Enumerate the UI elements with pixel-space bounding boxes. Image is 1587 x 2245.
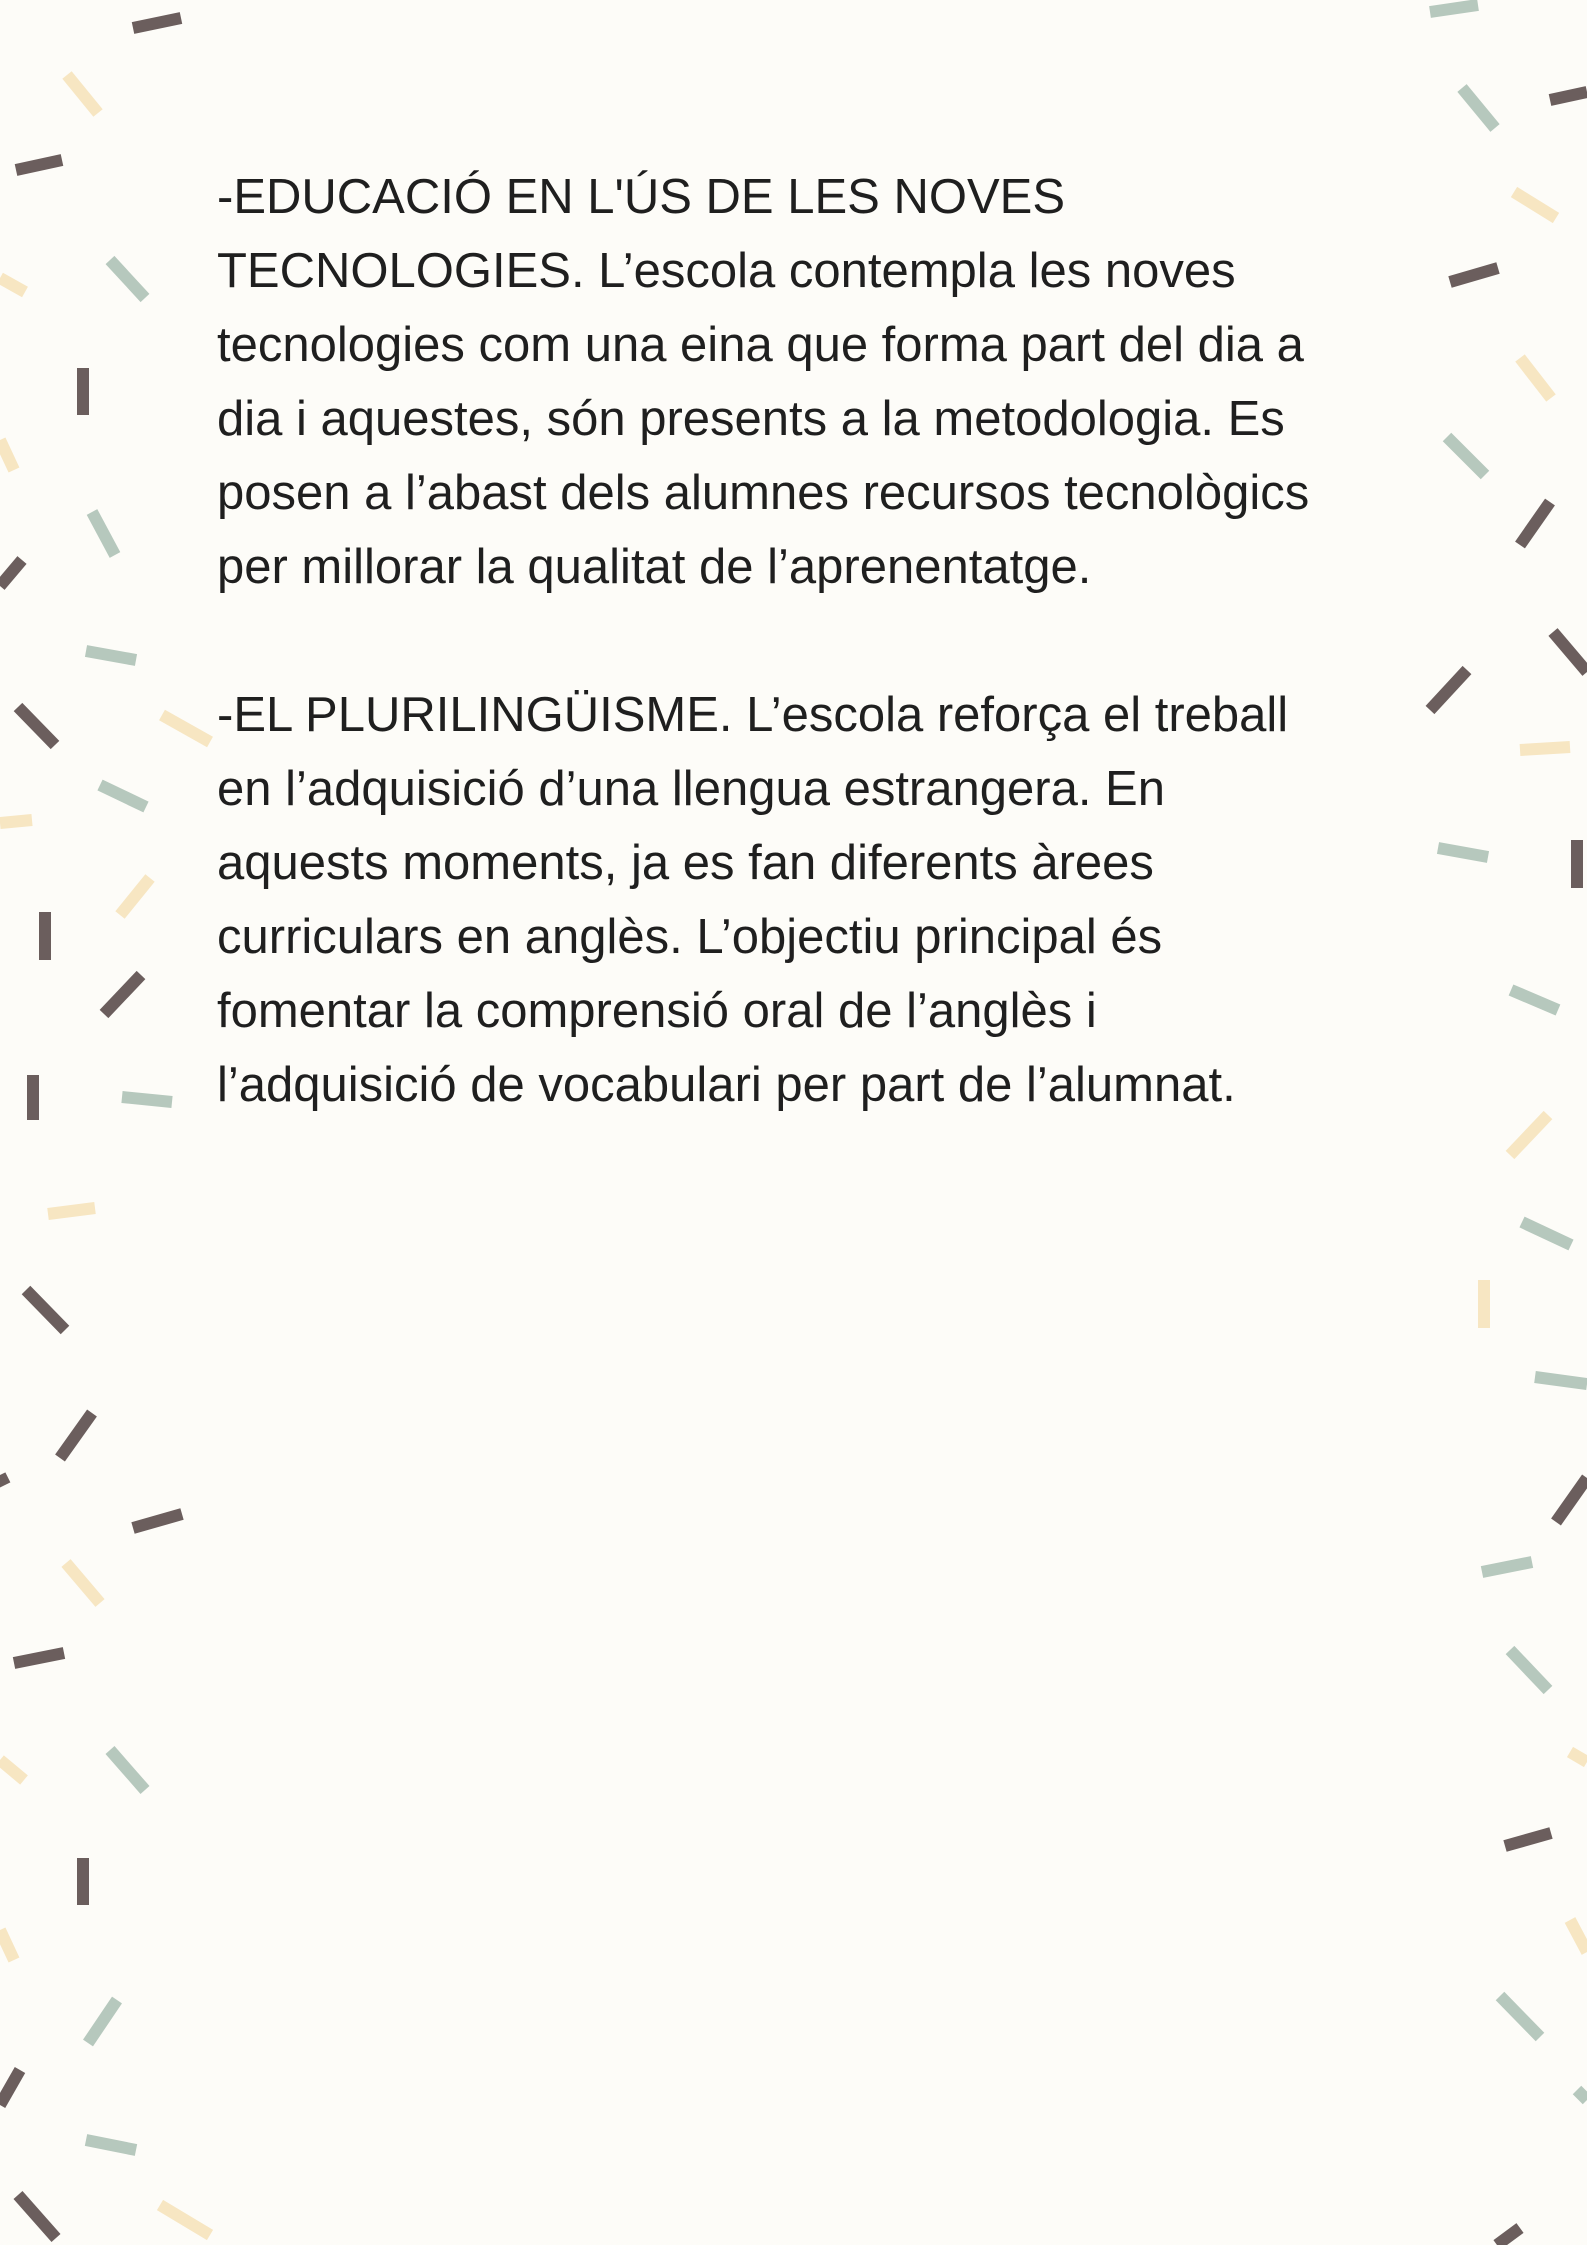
confetti-dash bbox=[160, 2205, 210, 2235]
confetti-dash bbox=[60, 1413, 92, 1458]
confetti-dash bbox=[1570, 1752, 1587, 1762]
confetti-dash bbox=[1497, 2228, 1520, 2245]
confetti-dash bbox=[0, 278, 25, 292]
confetti-dash bbox=[1447, 437, 1485, 475]
confetti-dash bbox=[1570, 1920, 1587, 1952]
confetti-dash bbox=[1520, 747, 1570, 750]
confetti-dash bbox=[110, 1750, 145, 1790]
confetti-dash bbox=[14, 1653, 64, 1663]
confetti-dash bbox=[0, 560, 22, 586]
confetti-dash bbox=[100, 785, 146, 807]
confetti-dash bbox=[0, 1475, 5, 1485]
confetti-dash bbox=[1462, 88, 1495, 128]
confetti-dash bbox=[1520, 358, 1551, 398]
confetti-dash bbox=[1550, 92, 1587, 100]
confetti-dash bbox=[0, 1760, 24, 1780]
confetti-dash bbox=[110, 260, 145, 298]
confetti-dash bbox=[133, 1514, 182, 1528]
confetti-dash bbox=[133, 18, 181, 28]
confetti-dash bbox=[1450, 268, 1498, 282]
paragraph-plurilingualism: -EL PLURILINGÜISME. L’escola reforça el treball en l’adquisició d’una llengua estrangera. En aquests moments, ja es fan diferents àrees curriculars en anglès. L’objectiu principal és fomentar la comprensió oral de l’anglès i l’adquisició de vocabulari per part de l’alumnat. bbox=[217, 688, 1289, 1112]
confetti-dash bbox=[1510, 1115, 1548, 1155]
confetti-dash bbox=[67, 75, 98, 113]
confetti-dash bbox=[86, 651, 136, 660]
confetti-dash bbox=[86, 2140, 136, 2150]
paragraph-new-technologies: -EDUCACIÓ EN L'ÚS DE LES NOVES TECNOLOGIES. L’escola contempla les noves tecnologies com una eina que forma part del dia a dia i aquestes, són presents a la metodologia. Es posen a l’abast dels alumnes recursos tecnològics per millorar la qualitat de l’aprenentatge. bbox=[217, 170, 1310, 594]
confetti-dash bbox=[1510, 1650, 1548, 1690]
confetti-dash bbox=[1535, 1377, 1587, 1384]
confetti-dash bbox=[88, 2000, 117, 2043]
confetti-dash bbox=[1430, 5, 1478, 12]
confetti-dash bbox=[1500, 1996, 1540, 2037]
text-column bbox=[217, 160, 1422, 1196]
confetti-dash bbox=[1553, 632, 1587, 672]
confetti-dash bbox=[1505, 1833, 1551, 1846]
confetti-dash bbox=[18, 707, 55, 745]
confetti-dash bbox=[1514, 192, 1556, 218]
confetti-dash bbox=[1577, 2090, 1587, 2100]
confetti-dash bbox=[1522, 1222, 1571, 1245]
confetti-dash bbox=[0, 2070, 20, 2105]
confetti-dash bbox=[120, 878, 150, 915]
confetti-dash bbox=[92, 512, 115, 555]
confetti-dash bbox=[16, 160, 62, 170]
confetti-dash bbox=[1438, 848, 1488, 857]
confetti-dash bbox=[1520, 502, 1550, 545]
confetti-dash bbox=[1482, 1562, 1532, 1572]
confetti-dash bbox=[48, 1208, 95, 1214]
confetti-dash bbox=[1556, 1478, 1587, 1522]
confetti-dash bbox=[26, 1290, 65, 1330]
confetti-dash bbox=[104, 975, 141, 1014]
confetti-dash bbox=[0, 1930, 14, 1960]
confetti-dash bbox=[0, 440, 14, 470]
confetti-dash bbox=[122, 1097, 172, 1102]
confetti-dash bbox=[1430, 670, 1467, 710]
confetti-dash bbox=[1511, 990, 1558, 1010]
confetti-dash bbox=[18, 2195, 56, 2238]
confetti-dash bbox=[66, 1563, 100, 1603]
confetti-dash bbox=[0, 820, 32, 823]
confetti-dash bbox=[162, 715, 210, 742]
